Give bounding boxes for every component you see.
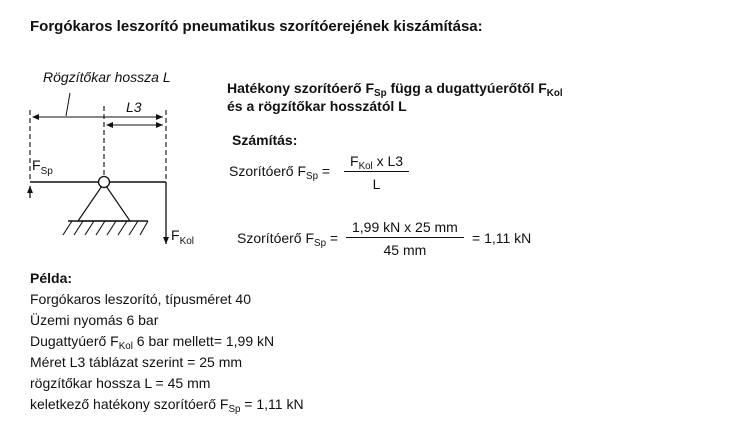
formula-denominator: L: [372, 176, 381, 192]
example-fraction: [346, 219, 464, 258]
intro-line-2: és a rögzítőkar hosszától L: [227, 98, 407, 114]
intro-line-1: Hatékony szorítóerő $F_{Sp}$ függ a dugattyúerőtől $F_{Kol}$: [227, 80, 563, 99]
ground-hatching: [63, 221, 148, 235]
calc-title: Számítás:: [232, 132, 298, 148]
piston-force-label: $F_{Kol}$: [171, 227, 195, 247]
example-numerator: 1,99 kN x 25 mm: [352, 219, 458, 235]
pivot-joint: [99, 177, 110, 188]
pivot-support: [78, 183, 130, 221]
formula-lhs: Szorítóerő $F_{Sp}$ =: [229, 163, 331, 182]
page-title: Forgókaros leszorító pneumatikus szorítóerejének kiszámítása:: [30, 18, 483, 35]
arm-length-label: Rögzítőkar hossza L: [43, 69, 171, 85]
example-line-6: keletkező hatékony szorítóerő $F_{Sp} = 1,11$ kN: [30, 396, 304, 415]
example-line-2: Üzemi nyomás 6 bar: [30, 312, 159, 328]
length-label-leader: [66, 93, 70, 116]
formula-fraction: [344, 153, 409, 192]
clamping-force-label: $F_{Sp}$: [32, 157, 53, 177]
example-title: Példa:: [30, 270, 73, 286]
example-line-1: Forgókaros leszorító, típusméret 40: [30, 291, 251, 307]
example-formula-lhs: Szorítóerő $F_{Sp}$ =: [237, 230, 339, 249]
l3-label: L3: [126, 99, 142, 115]
example-result: = 1,11 kN: [472, 230, 532, 246]
example-line-5: rögzítőkar hossza L = 45 mm: [30, 375, 211, 391]
example-line-4: Méret L3 táblázat szerint = 25 mm: [30, 354, 243, 370]
formula-numerator: $F_{Kol}$ x L3: [350, 153, 404, 172]
example-denominator: 45 mm: [383, 242, 427, 258]
example-line-3: Dugattyúerő $F_{Kol}$ 6 bar mellett= 1,99 kN: [30, 333, 275, 352]
